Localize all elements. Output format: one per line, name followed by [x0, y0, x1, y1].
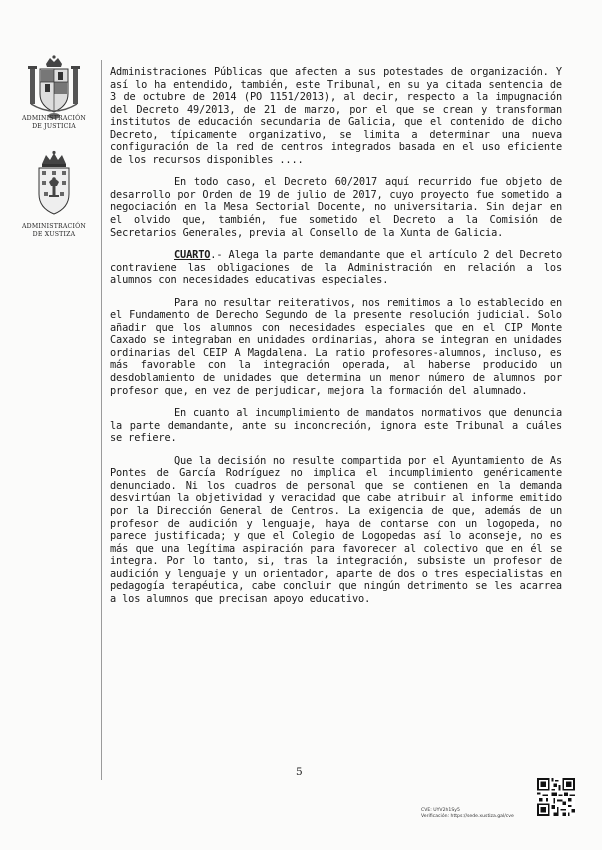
cve-code: CVE: UYV2h1Sy5	[421, 808, 460, 813]
top-label-line2: DE JUSTICIA	[32, 122, 76, 130]
bottom-label-line2: DE XUSTIZA	[32, 230, 76, 238]
paragraph-3-text: .- Alega la parte demandante que el artículo 2 del Decreto contraviene las obligaciones de la Administración en relación a los alumnos con necesidades educativas especiales.	[110, 249, 562, 287]
verification-url: Verificación: https://sede.xustiza.gal/cve	[421, 813, 514, 819]
cve-verification-block	[421, 808, 533, 819]
top-label-line1: ADMINISTRACIÓN	[21, 115, 87, 122]
spain-coat-of-arms-icon	[28, 54, 80, 122]
paragraph-2: En todo caso, el Decreto 60/2017 aquí recurrido fue objeto de desarrollo por Orden de 19 de julio de 2017, cuyo proyecto fue sometido a negociación en la Mesa Sectorial Docente, no universitaria. Sin dejar en el olvido que, también, fue sometido el Decreto a la Comisión de Secretarios Generales, previa al Consello de la Xunta de Galicia.	[110, 176, 562, 239]
paragraph-6: Que la decisión no resulte compartida por el Ayuntamiento de As Pontes de García Rodríguez no implica el incumplimiento genéricamente denunciado. Ni los cuadros de personal que se contienen en la demanda desvirtúan la objetividad y veracidad que cabe atribuir al informe emitido por la Dirección General de Centros. La exigencia de que, además de un profesor de audición y lenguaje, haya de contarse con un logopeda, no parece justificada; y que el Colegio de Logopedas así lo aconseje, no es más que una legítima aspiración para favorecer al colectivo que en él se integra. Por lo tanto, si, tras la integración, subsiste un profesor de audición y lenguaje y un orientador, aparte de dos o tres especialistas en pedagogía terapéutica, cabe concluir que ningún detrimento se les acarrea a los alumnos que precisan apoyo educativo.	[110, 454, 562, 605]
bottom-label-line1: ADMINISTRACIÓN	[21, 223, 87, 230]
administracion-de-xustiza-label	[20, 223, 88, 238]
paragraph-5: En cuanto al incumplimiento de mandatos normativos que denuncia la parte demandante, ante su inconcreción, ignora este Tribunal a cuáles se refiere.	[110, 407, 562, 445]
qr-code-icon	[537, 778, 575, 816]
document-body	[110, 66, 562, 615]
paragraph-1: Administraciones Públicas que afecten a sus potestades de organización. Y así lo ha entendido, también, este Tribunal, en su ya citada sentencia de 3 de octubre de 2014 (PO 1151/2013), al decir, respecto a la impugnación del Decreto 49/2013, de 21 de marzo, por el que se crean y transforman institutos de educación secundaria de Galicia, que el contenido de dicho Decreto, típicamente organizativo, se limita a determinar una nueva configuración de la red de centros integrados basada en el uso eficiente de los recursos disponibles ....	[110, 66, 562, 166]
margin-divider-line	[101, 60, 102, 780]
galicia-coat-of-arms-icon	[28, 150, 80, 218]
page-number: 5	[296, 766, 303, 778]
paragraph-4: Para no resultar reiterativos, nos remitimos a lo establecido en el Fundamento de Derecho Segundo de la presente resolución judicial. Solo añadir que los alumnos con necesidades especiales que en el CIP Monte Caxado se integraban en unidades ordinarias, ahora se integran en unidades ordinarias del CEIP A Magdalena. La ratio profesores-alumnos, incluso, es más favorable con la integración operada, al haberse producido un desdoblamiento de unidades que determina un menor número de alumnos por profesor que, en vez de perjudicar, mejora la formación del alumnado.	[110, 296, 562, 397]
left-margin-sidebar	[0, 0, 100, 850]
administracion-de-justicia-label	[20, 115, 88, 130]
paragraph-3	[110, 249, 562, 287]
section-heading-cuarto: CUARTO	[174, 249, 211, 262]
